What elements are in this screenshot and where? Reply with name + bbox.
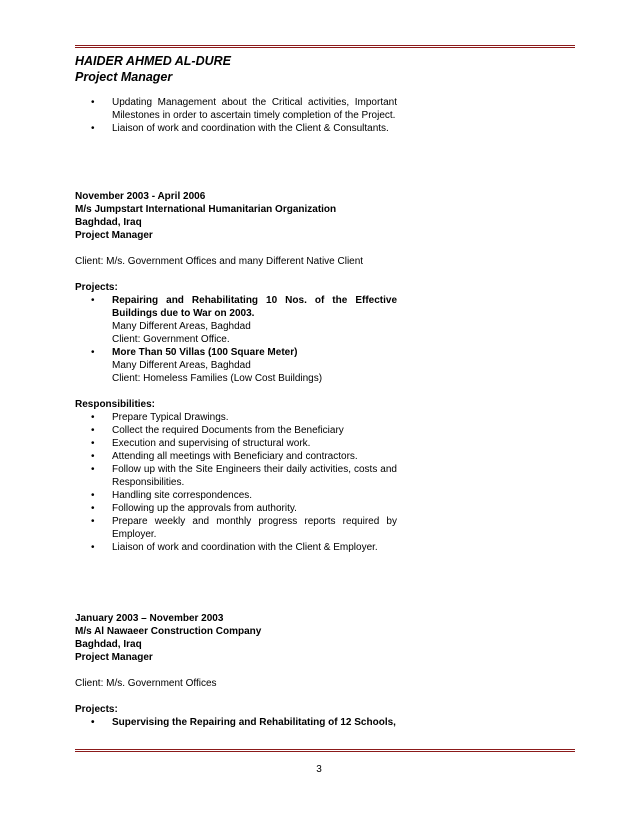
job2-client: Client: M/s. Government Offices (75, 678, 217, 689)
responsibility-item: • Following up the approvals from authority. (75, 502, 397, 515)
job1-location: Baghdad, Iraq (75, 217, 142, 228)
job2-location: Baghdad, Iraq (75, 639, 142, 650)
responsibility-item: • Liaison of work and coordination with the Client & Employer. (75, 541, 397, 554)
responsibility-item: • Execution and supervising of structural work. (75, 437, 397, 450)
project-item: • Supervising the Repairing and Rehabilitating of 12 Schools, (75, 716, 397, 729)
header-name: HAIDER AHMED AL-DURE (75, 54, 232, 68)
job1-projects-label: Projects: (75, 282, 118, 293)
job1-period: November 2003 - April 2006 (75, 191, 206, 202)
job1-responsibilities-label: Responsibilities: (75, 399, 156, 410)
responsibility-item: • Handling site correspondences. (75, 489, 397, 502)
project-item (75, 346, 397, 385)
responsibility-item: • Attending all meetings with Beneficiary and contractors. (75, 450, 397, 463)
job2-company: M/s Al Nawaeer Construction Company (75, 626, 262, 637)
job1-company: M/s Jumpstart International Humanitarian Organization (75, 204, 337, 215)
job2-projects-label: Projects: (75, 704, 118, 715)
intro-bullets (75, 96, 397, 135)
page-number: 3 (316, 764, 322, 775)
project-area: Many Different Areas, Baghdad (112, 360, 251, 371)
bullet-item: • Updating Management about the Critical activities, Important Milestones in order to ascertain timely completion of the Project. (75, 96, 397, 122)
job2-section (75, 612, 397, 729)
responsibility-item: • Follow up with the Site Engineers their daily activities, costs and Responsibilities. (75, 463, 397, 489)
job1-section (75, 190, 397, 554)
job1-client: Client: M/s. Government Offices and many Different Native Client (75, 256, 364, 267)
footer-rule (75, 749, 575, 752)
responsibility-item: • Collect the required Documents from the Beneficiary (75, 424, 397, 437)
job1-role: Project Manager (75, 230, 153, 241)
job2-role: Project Manager (75, 652, 153, 663)
project-title: More Than 50 Villas (100 Square Meter) (112, 347, 298, 358)
header-rule (75, 45, 575, 48)
project-client: Client: Government Office. (112, 334, 230, 345)
project-client: Client: Homeless Families (Low Cost Buildings) (112, 373, 323, 384)
job2-period: January 2003 – November 2003 (75, 613, 224, 624)
project-title: Repairing and Rehabilitating 10 Nos. of the Effective Buildings due to War on 2003. (112, 295, 397, 319)
responsibility-item: • Prepare Typical Drawings. (75, 411, 397, 424)
project-area: Many Different Areas, Baghdad (112, 321, 251, 332)
header-title: Project Manager (75, 70, 173, 84)
responsibility-item: • Prepare weekly and monthly progress reports required by Employer. (75, 515, 397, 541)
project-item (75, 294, 397, 346)
bullet-item: • Liaison of work and coordination with the Client & Consultants. (75, 122, 397, 135)
